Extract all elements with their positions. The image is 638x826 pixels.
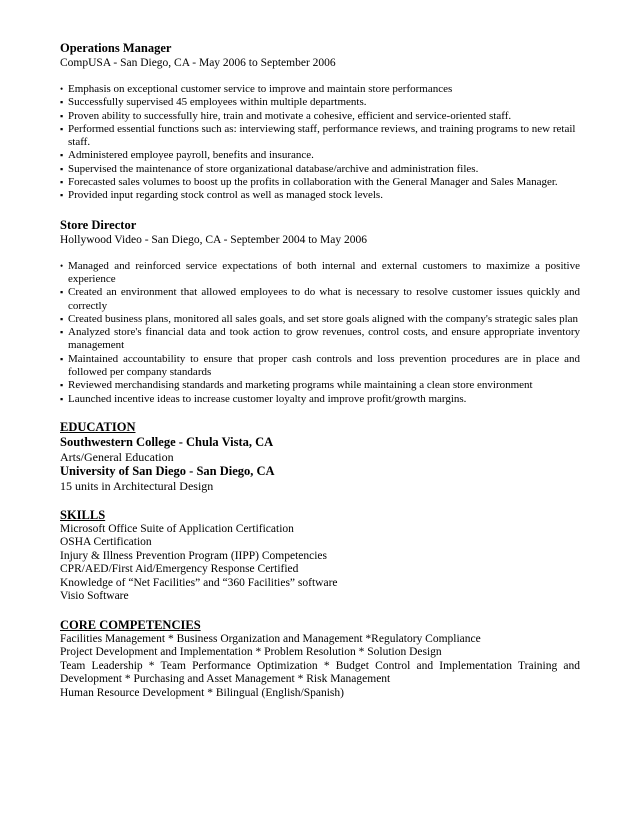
skill-item: OSHA Certification <box>60 536 152 549</box>
bullet-icon: ▪ <box>60 380 64 391</box>
duty-text: Forecasted sales volumes to boost up the profits in collaboration with the General Manager and Sales Manager. <box>68 176 558 189</box>
bullet-icon: ▪ <box>60 177 64 188</box>
duty-text: Maintained accountability to ensure that proper cash controls and loss prevention procedures are in place and followed per company standards <box>68 352 580 379</box>
core-competencies-section <box>60 618 580 701</box>
skill-item: Microsoft Office Suite of Application Certification <box>60 522 294 535</box>
bullet-icon: • <box>60 84 64 94</box>
duty-text: Analyzed store's financial data and took action to grow revenues, control costs, and ensure appropriate inventory management <box>68 326 580 352</box>
school-detail: Arts/General Education <box>60 449 174 464</box>
section-heading-education: EDUCATION <box>60 419 136 434</box>
competency-line: Facilities Management * Business Organization and Management *Regulatory Compliance <box>60 632 481 645</box>
duty-item <box>60 326 580 353</box>
skills-section <box>60 508 580 604</box>
bullet-icon: ▪ <box>60 190 64 201</box>
bullet-icon: ▪ <box>60 313 64 324</box>
duty-text: Launched incentive ideas to increase customer loyalty and improve profit/growth margins. <box>68 392 467 405</box>
skill-item: Visio Software <box>60 590 129 603</box>
duty-item <box>60 313 580 326</box>
skill-item: Knowledge of “Net Facilities” and “360 Facilities” software <box>60 576 338 589</box>
duty-item <box>60 260 580 287</box>
duty-item <box>60 176 580 189</box>
duty-item <box>60 189 580 202</box>
bullet-icon: • <box>60 260 64 271</box>
school-detail: 15 units in Architectural Design <box>60 479 214 494</box>
duty-item <box>60 393 580 406</box>
education-section <box>60 420 580 494</box>
bullet-icon: ▪ <box>60 287 64 298</box>
bullet-icon: ▪ <box>60 110 64 121</box>
school-name: University of San Diego - San Diego, CA <box>60 464 275 479</box>
duty-text: Supervised the maintenance of store organizational database/archive and administration files. <box>68 162 479 175</box>
resume-page <box>60 40 580 700</box>
spacer <box>60 604 580 618</box>
duty-text: Emphasis on exceptional customer service to improve and maintain store performances <box>68 83 453 95</box>
spacer <box>60 494 580 508</box>
duty-text: Created an environment that allowed employees to do what is necessary to resolve customer issues quickly and correctly <box>68 286 580 312</box>
duty-item <box>60 149 580 162</box>
section-heading-skills: SKILLS <box>60 507 106 522</box>
competency-line: Team Leadership * Team Performance Optimization * Budget Control and Implementation Training and Development * Purchasing and Asset Management * Risk Management <box>60 659 580 686</box>
school-name: Southwestern College - Chula Vista, CA <box>60 434 274 449</box>
duty-item <box>60 83 580 96</box>
duty-text: Created business plans, monitored all sales goals, and set store goals aligned with the company's strategic sales plan <box>68 312 579 325</box>
duty-text: Provided input regarding stock control as well as managed stock levels. <box>68 189 383 202</box>
duty-text: Managed and reinforced service expectations of both internal and external customers to maximize a positive experience <box>68 259 580 285</box>
bullet-icon: ▪ <box>60 393 64 404</box>
job-company-dates: CompUSA - San Diego, CA - May 2006 to September 2006 <box>60 57 336 69</box>
job-section-store-director <box>60 217 580 406</box>
duty-item <box>60 110 580 123</box>
duty-item <box>60 123 580 150</box>
section-heading-core-competencies: CORE COMPETENCIES <box>60 617 201 632</box>
spacer <box>60 203 580 217</box>
bullet-icon: ▪ <box>60 123 64 134</box>
duty-text: Proven ability to successfully hire, train and motivate a cohesive, efficient and service-oriented staff. <box>68 109 512 122</box>
skill-item: CPR/AED/First Aid/Emergency Response Certified <box>60 563 299 576</box>
duty-text: Administered employee payroll, benefits and insurance. <box>68 149 314 162</box>
job-title: Operations Manager <box>60 41 172 55</box>
bullet-icon: ▪ <box>60 150 64 161</box>
duty-text: Performed essential functions such as: interviewing staff, performance reviews, and training programs to new retail staff. <box>68 122 576 149</box>
job-company-dates: Hollywood Video - San Diego, CA - September 2004 to May 2006 <box>60 233 368 246</box>
bullet-icon: ▪ <box>60 353 64 364</box>
competency-line: Human Resource Development * Bilingual (English/Spanish) <box>60 686 344 699</box>
competency-line: Project Development and Implementation * Problem Resolution * Solution Design <box>60 646 442 659</box>
bullet-icon: ▪ <box>60 163 64 174</box>
duty-item <box>60 96 580 109</box>
duty-text: Successfully supervised 45 employees within multiple departments. <box>68 96 367 109</box>
duty-item <box>60 379 580 392</box>
duty-item <box>60 353 580 380</box>
duty-text: Reviewed merchandising standards and marketing programs while maintaining a clean store environment <box>68 379 533 392</box>
skill-item: Injury & Illness Prevention Program (IIPP) Competencies <box>60 549 328 562</box>
job-title: Store Director <box>60 217 137 232</box>
spacer <box>60 406 580 420</box>
duty-item <box>60 163 580 176</box>
duty-item <box>60 286 580 313</box>
job-duties-list <box>60 260 580 406</box>
job-section-operations-manager <box>60 40 580 203</box>
bullet-icon: ▪ <box>60 97 64 108</box>
job-duties-list <box>60 83 580 203</box>
bullet-icon: ▪ <box>60 327 64 338</box>
